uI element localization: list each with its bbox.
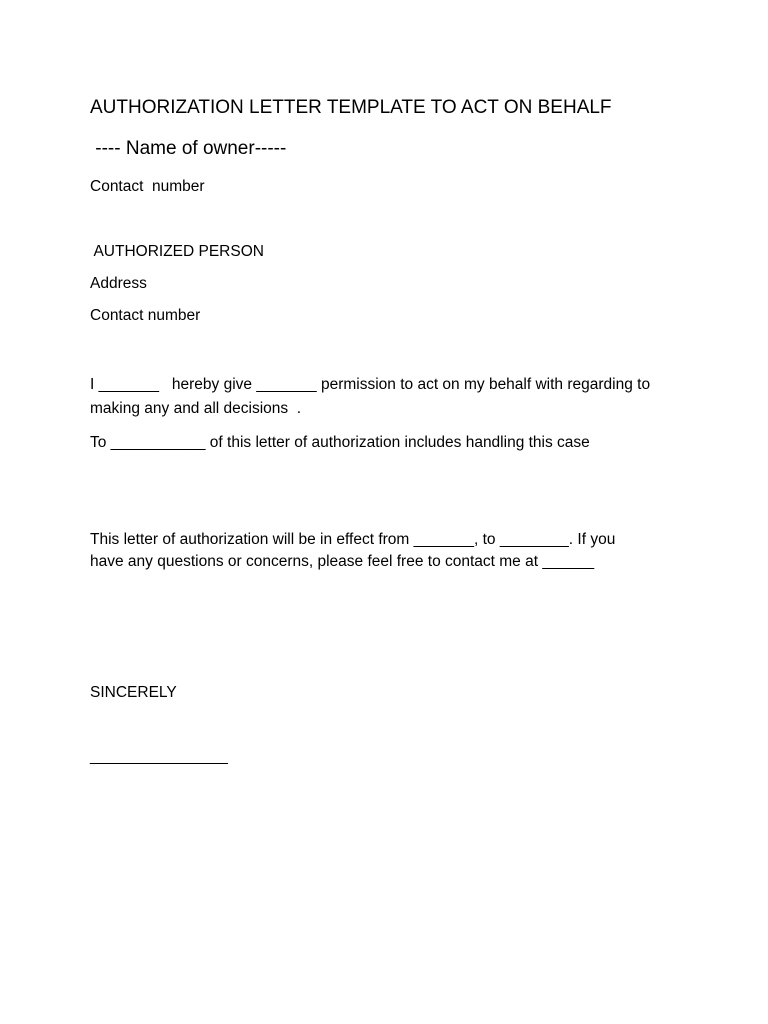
permission-paragraph-line-2: making any and all decisions . <box>90 400 302 417</box>
scope-paragraph: To ___________ of this letter of authorization includes handling this case <box>90 434 590 451</box>
document-title: AUTHORIZATION LETTER TEMPLATE TO ACT ON BEHALF <box>90 97 612 118</box>
permission-paragraph-line-1: I _______ hereby give _______ permission to act on my behalf with regarding to <box>90 376 651 393</box>
effective-period-paragraph-line-2: have any questions or concerns, please feel free to contact me at ______ <box>90 553 595 570</box>
authorized-contact-number: Contact number <box>90 307 201 324</box>
address-label: Address <box>90 275 147 292</box>
effective-period-paragraph-line-1: This letter of authorization will be in effect from _______, to ________. If you <box>90 531 616 548</box>
closing-sincerely: SINCERELY <box>90 684 177 701</box>
owner-name-line: ---- Name of owner----- <box>90 138 287 159</box>
authorized-person-label: AUTHORIZED PERSON <box>90 243 264 260</box>
owner-contact-number: Contact number <box>90 178 205 195</box>
signature-line: ________________ <box>90 748 228 765</box>
